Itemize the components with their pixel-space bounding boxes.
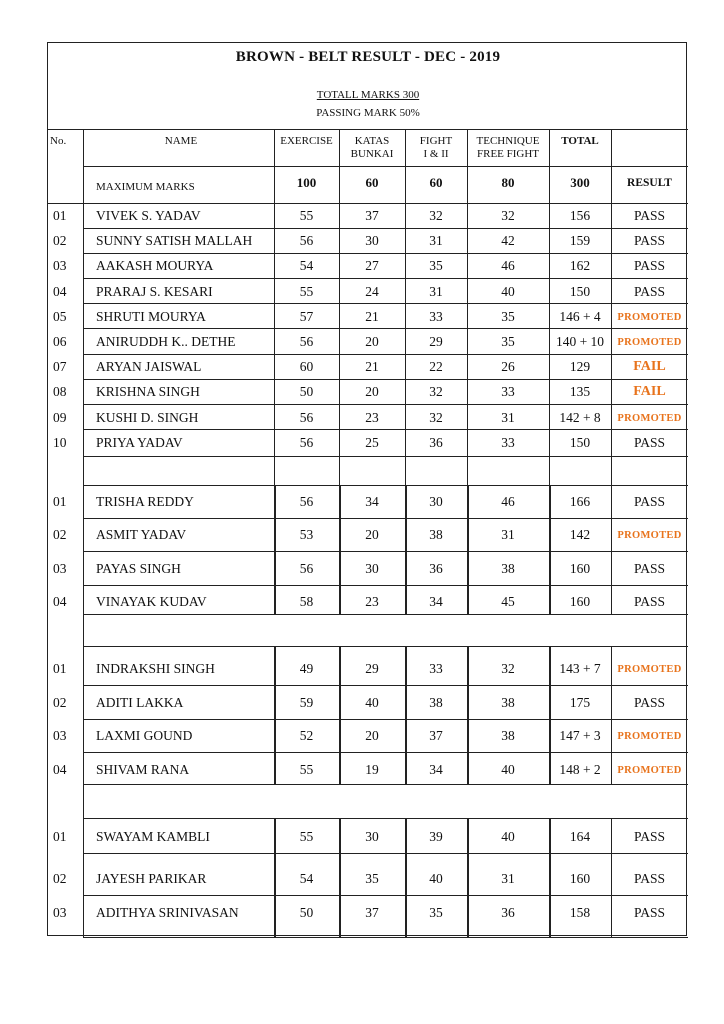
column-divider [467,646,469,784]
row-number: 03 [53,905,67,920]
row-divider [83,228,688,229]
row-number: 02 [53,871,67,886]
exercise-score: 59 [299,695,314,710]
column-divider [274,203,275,456]
katas-score: 34 [365,494,379,509]
column-divider [339,818,341,937]
col-head-exercise: EXERCISE [280,135,333,147]
row-divider [83,818,688,819]
column-divider [83,485,84,614]
student-name: ASMIT YADAV [96,527,187,542]
maximum-total: 300 [570,175,590,190]
student-name: ADITI LAKKA [96,695,184,710]
fight-score: 31 [429,283,443,299]
technique-score: 36 [501,905,515,920]
exercise-score: 56 [299,334,314,349]
row-divider [83,429,688,430]
result-badge: FAIL [633,384,666,400]
column-divider [405,129,406,203]
technique-score: 40 [501,829,515,844]
technique-score: 26 [501,359,515,375]
katas-score: 19 [365,762,379,777]
row-divider [83,328,688,329]
technique-score: 35 [501,308,515,324]
technique-score: 33 [501,384,515,400]
student-name: PAYAS SINGH [96,561,181,576]
column-divider [405,485,407,614]
row-number: 10 [53,434,67,450]
exercise-score: 56 [299,434,314,450]
total-score: 146 + 4 [559,308,601,324]
row-divider [83,937,688,938]
exercise-score: 54 [299,258,314,274]
katas-score: 40 [365,695,379,710]
col-head-name: NAME [164,135,198,147]
student-name: JAYESH PARIKAR [96,871,207,886]
fight-score: 37 [429,728,443,743]
column-divider [611,818,612,937]
row-divider [48,203,688,204]
col-head-no: No. [50,135,67,147]
column-divider [467,456,468,485]
column-divider [467,203,468,456]
row-divider [48,129,688,130]
result-sheet [47,42,687,936]
katas-score: 29 [365,661,379,676]
fight-score: 33 [429,308,443,324]
technique-score: 38 [501,561,515,576]
col-head-technique: TECHNIQUE FREE FIGHT [476,135,540,160]
fight-score: 35 [429,905,443,920]
fight-score: 39 [429,829,443,844]
result-badge: PASS [633,494,666,509]
row-number: 04 [53,594,67,609]
katas-score: 24 [365,283,379,299]
row-number: 06 [53,334,67,349]
fight-score: 32 [429,208,443,223]
total-score: 166 [569,494,591,509]
exercise-score: 55 [299,829,314,844]
maximum-fight: 60 [429,175,443,190]
result-badge: PASS [633,695,666,710]
katas-score: 25 [365,434,379,450]
column-divider [339,485,341,614]
col-head-katas: KATAS BUNKAI [350,135,394,160]
katas-score: 30 [365,233,379,249]
technique-score: 45 [501,594,515,609]
result-badge: PROMOTED [617,311,682,323]
exercise-score: 55 [299,762,314,777]
row-divider [83,551,688,552]
column-divider [549,818,551,937]
student-name: PRIYA YADAV [96,434,183,450]
fight-score: 30 [429,494,443,509]
technique-score: 40 [501,283,515,299]
exercise-score: 56 [299,494,314,509]
total-score: 142 + 8 [559,409,601,425]
column-divider [611,456,612,485]
row-divider [83,303,688,304]
row-number: 02 [53,233,67,249]
student-name: LAXMI GOUND [96,728,193,743]
column-divider [405,646,407,784]
student-name: VIVEK S. YADAV [96,208,201,223]
row-divider [83,354,688,355]
row-number: 03 [53,728,67,743]
katas-score: 20 [365,384,379,400]
result-badge: FAIL [633,359,666,375]
exercise-score: 56 [299,561,314,576]
fight-score: 22 [429,359,443,375]
result-badge: PROMOTED [617,412,682,424]
student-name: INDRAKSHI SINGH [96,661,215,676]
katas-score: 35 [365,871,379,886]
result-badge: PASS [633,829,666,844]
row-number: 01 [53,494,67,509]
exercise-score: 57 [299,308,314,324]
column-divider [274,818,276,937]
row-number: 09 [53,409,67,425]
exercise-score: 50 [299,384,314,400]
row-divider [83,585,688,586]
column-divider [83,646,84,784]
katas-score: 37 [365,208,379,223]
result-badge: PASS [633,561,666,576]
row-divider [83,485,688,486]
katas-score: 21 [365,308,379,324]
maximum-marks-label: MAXIMUM MARKS [96,181,195,193]
result-badge: PASS [633,871,666,886]
exercise-score: 55 [299,283,314,299]
student-name: TRISHA REDDY [96,494,194,509]
col-head-result: RESULT [627,177,672,189]
row-number: 01 [53,661,67,676]
technique-score: 35 [501,334,515,349]
student-name: PRARAJ S. KESARI [96,283,213,299]
technique-score: 46 [501,258,515,274]
row-number: 04 [53,283,67,299]
maximum-katas: 60 [365,175,379,190]
exercise-score: 60 [299,359,314,375]
row-divider [83,518,688,519]
column-divider [549,129,550,203]
exercise-score: 55 [299,208,314,223]
katas-score: 23 [365,409,379,425]
column-divider [549,203,550,456]
student-name: AAKASH MOURYA [96,258,214,274]
katas-score: 23 [365,594,379,609]
total-score: 160 [569,594,591,609]
fight-score: 34 [429,594,443,609]
student-name: VINAYAK KUDAV [96,594,207,609]
column-divider [405,818,407,937]
column-divider [549,456,550,485]
row-divider [83,379,688,380]
column-divider [83,784,84,818]
fight-score: 38 [429,695,443,710]
exercise-score: 50 [299,905,314,920]
total-score: 159 [569,233,591,249]
col-head-total: TOTAL [561,135,599,147]
column-divider [83,129,84,203]
page-title: BROWN - BELT RESULT - DEC - 2019 [235,49,501,65]
column-divider [467,485,469,614]
technique-score: 38 [501,695,515,710]
row-number: 04 [53,762,67,777]
maximum-exercise: 100 [296,175,317,190]
result-badge: PASS [633,258,666,274]
exercise-score: 52 [299,728,314,743]
column-divider [467,818,469,937]
total-score: 175 [569,695,591,710]
fight-score: 32 [429,384,443,400]
fight-score: 35 [429,258,443,274]
row-number: 01 [53,829,67,844]
exercise-score: 58 [299,594,314,609]
row-divider [83,784,688,785]
total-score: 148 + 2 [559,762,601,777]
fight-score: 32 [429,409,443,425]
row-divider [83,895,688,896]
row-number: 05 [53,308,67,324]
fight-score: 36 [429,434,443,450]
total-score: 142 [569,527,591,542]
technique-score: 46 [501,494,515,509]
column-divider [274,646,276,784]
column-divider [83,203,84,456]
technique-score: 31 [501,871,515,886]
row-divider [83,166,611,167]
total-score: 164 [569,829,591,844]
row-number: 02 [53,527,67,542]
column-divider [83,614,84,646]
row-divider [83,752,688,753]
katas-score: 30 [365,829,379,844]
exercise-score: 54 [299,871,314,886]
column-divider [339,203,340,456]
row-divider [611,166,688,167]
katas-score: 30 [365,561,379,576]
row-number: 08 [53,384,67,400]
total-score: 160 [569,871,591,886]
technique-score: 31 [501,409,515,425]
result-badge: PROMOTED [617,664,682,675]
passing-mark-note: PASSING MARK 50% [316,107,420,119]
total-score: 158 [569,905,591,920]
row-number: 07 [53,359,67,375]
column-divider [339,129,340,203]
result-badge: PROMOTED [617,530,682,541]
result-badge: PASS [633,434,666,450]
maximum-technique: 80 [501,175,515,190]
col-head-fight: FIGHT I & II [419,135,453,160]
katas-score: 27 [365,258,379,274]
row-number: 03 [53,258,67,274]
column-divider [339,646,341,784]
student-name: SHRUTI MOURYA [96,308,206,324]
row-divider [83,614,688,615]
column-divider [611,646,612,784]
column-divider [467,129,468,203]
result-badge: PASS [633,233,666,249]
row-number: 02 [53,695,67,710]
technique-score: 38 [501,728,515,743]
technique-score: 32 [501,661,515,676]
total-score: 143 + 7 [559,661,601,676]
result-badge: PROMOTED [617,731,682,742]
katas-score: 20 [365,728,379,743]
row-divider [83,253,688,254]
fight-score: 34 [429,762,443,777]
exercise-score: 53 [299,527,314,542]
technique-score: 31 [501,527,515,542]
result-badge: PASS [633,208,666,223]
column-divider [274,456,275,485]
fight-score: 40 [429,871,443,886]
exercise-score: 56 [299,233,314,249]
column-divider [83,818,84,937]
total-score: 147 + 3 [559,728,601,743]
column-divider [274,485,276,614]
result-badge: PROMOTED [617,765,682,776]
student-name: SUNNY SATISH MALLAH [96,233,253,249]
column-divider [83,456,84,485]
fight-score: 29 [429,334,443,349]
row-number: 01 [53,208,67,223]
column-divider [549,485,551,614]
student-name: KUSHI D. SINGH [96,409,199,425]
fight-score: 38 [429,527,443,542]
row-divider [83,404,688,405]
total-marks-note: TOTALL MARKS 300 [316,89,420,101]
total-score: 162 [569,258,591,274]
result-badge: PASS [633,905,666,920]
technique-score: 42 [501,233,515,249]
total-score: 129 [569,359,591,375]
technique-score: 40 [501,762,515,777]
katas-score: 20 [365,527,379,542]
result-badge: PASS [633,594,666,609]
exercise-score: 56 [299,409,314,425]
student-name: ADITHYA SRINIVASAN [96,905,239,920]
row-divider [83,719,688,720]
fight-score: 33 [429,661,443,676]
column-divider [611,485,612,614]
column-divider [611,203,612,456]
row-number: 03 [53,561,67,576]
student-name: KRISHNA SINGH [96,384,200,400]
total-score: 140 + 10 [555,334,605,349]
technique-score: 33 [501,434,515,450]
column-divider [405,203,406,456]
katas-score: 20 [365,334,379,349]
row-divider [83,456,688,457]
result-badge: PROMOTED [617,337,682,348]
student-name: ANIRUDDH K.. DETHE [96,334,236,349]
row-divider [83,853,688,854]
column-divider [274,129,275,203]
total-score: 156 [569,208,591,223]
column-divider [549,646,551,784]
row-divider [83,278,688,279]
exercise-score: 49 [299,661,314,676]
total-score: 150 [569,434,591,450]
result-badge: PASS [633,283,666,299]
column-divider [339,456,340,485]
katas-score: 37 [365,905,379,920]
student-name: SWAYAM KAMBLI [96,829,210,844]
total-score: 160 [569,561,591,576]
row-divider [83,646,688,647]
student-name: ARYAN JAISWAL [96,359,202,375]
technique-score: 32 [501,208,515,223]
total-score: 135 [569,384,591,400]
column-divider [405,456,406,485]
katas-score: 21 [365,359,379,375]
fight-score: 31 [429,233,443,249]
total-score: 150 [569,283,591,299]
fight-score: 36 [429,561,443,576]
student-name: SHIVAM RANA [96,762,190,777]
row-divider [83,685,688,686]
